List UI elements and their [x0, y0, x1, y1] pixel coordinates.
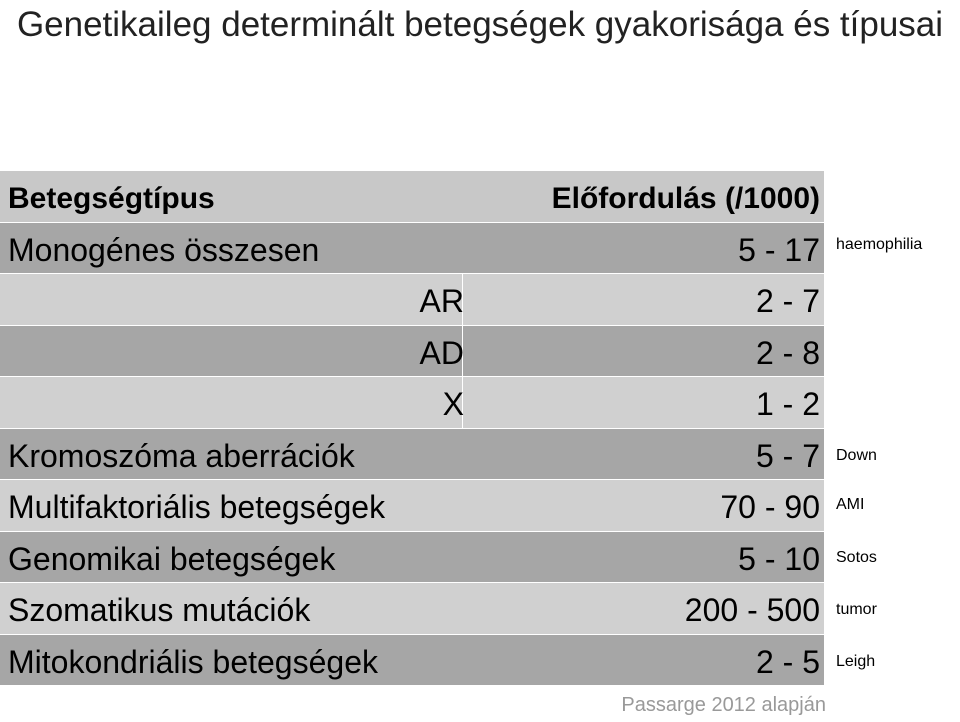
row-name: Mitokondriális betegségek	[8, 643, 378, 680]
row-value: 2 - 5	[755, 643, 820, 680]
row-value: 1 - 2	[755, 386, 820, 422]
row-value: 2 - 7	[755, 283, 820, 319]
row-value: 5 - 7	[755, 437, 820, 474]
table-row	[0, 582, 824, 634]
table-header-row	[0, 170, 824, 222]
example-note: Leigh	[836, 653, 876, 670]
row-subtype: AR	[419, 283, 464, 319]
row-subtype: AD	[419, 334, 464, 371]
row-name: Monogénes összesen	[8, 231, 320, 268]
table-row	[0, 531, 824, 583]
table-row	[0, 325, 824, 377]
table-row	[0, 479, 824, 531]
source-citation: Passarge 2012 alapján	[621, 694, 826, 716]
header-type: Betegségtípus	[8, 182, 215, 215]
example-note: AMI	[836, 496, 865, 513]
row-value: 70 - 90	[720, 489, 820, 525]
table-row	[0, 634, 824, 686]
table-row	[0, 376, 824, 428]
example-note: haemophilia	[836, 236, 923, 253]
table-row	[0, 428, 824, 480]
row-value: 5 - 17	[738, 231, 820, 268]
row-value: 200 - 500	[684, 592, 820, 628]
row-subtype: X	[442, 386, 464, 422]
row-name: Szomatikus mutációk	[8, 592, 311, 628]
row-name: Kromoszóma aberrációk	[8, 437, 355, 474]
example-note: Down	[836, 447, 877, 464]
row-name: Multifaktoriális betegségek	[8, 489, 386, 525]
page-title: Genetikaileg determinált betegségek gyakorisága és típusai	[16, 5, 944, 44]
example-note: tumor	[836, 601, 877, 618]
frequency-table	[0, 170, 824, 685]
table-row	[0, 222, 824, 274]
table-row	[0, 273, 824, 325]
header-frequency: Előfordulás (/1000)	[551, 182, 820, 215]
row-value: 2 - 8	[755, 334, 820, 371]
row-name: Genomikai betegségek	[8, 540, 336, 577]
row-value: 5 - 10	[738, 540, 820, 577]
example-note: Sotos	[836, 549, 877, 566]
